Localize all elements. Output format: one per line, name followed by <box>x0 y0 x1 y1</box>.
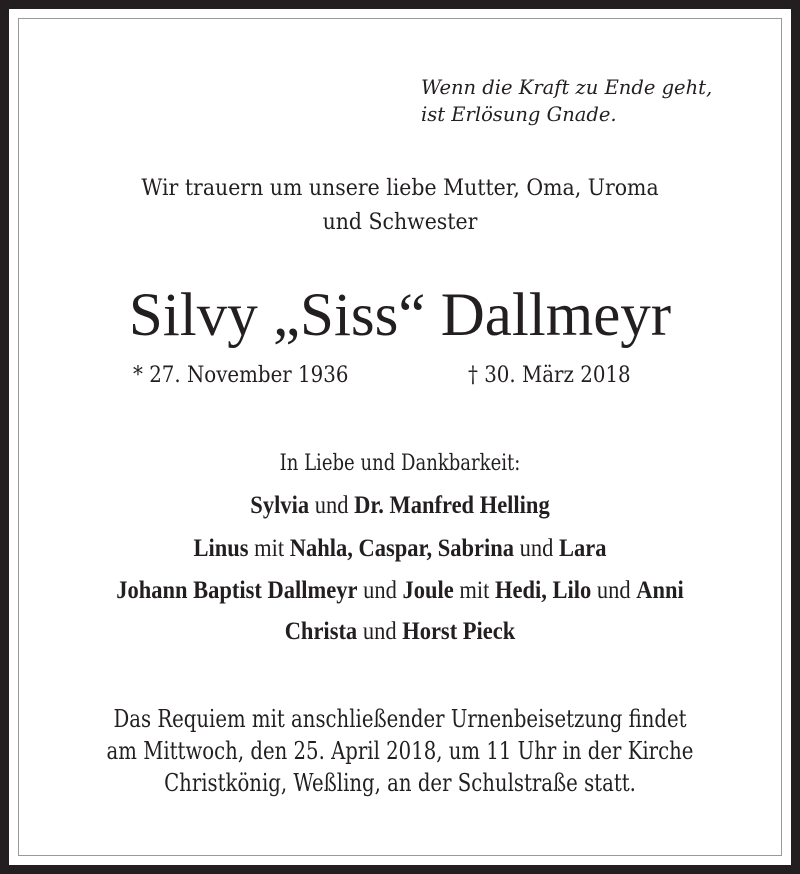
intro-text <box>28 172 772 240</box>
family-line <box>40 573 760 609</box>
family-member-name: Horst Pieck <box>402 618 516 645</box>
family-connector: mit <box>453 577 495 604</box>
family-connector: und <box>514 535 560 562</box>
service-line-2: am Mittwoch, den 25. April 2018, um 11 Uhr in der Kirche <box>106 737 694 765</box>
family-connector: und <box>591 577 637 604</box>
family-connector: und <box>357 618 403 645</box>
family-connector: und <box>357 577 403 604</box>
intro-line-2: und Schwester <box>322 210 478 235</box>
family-connector: und <box>309 492 355 519</box>
family-member-name: Linus <box>193 535 249 562</box>
family-member-name: Nahla, Caspar, Sabrina <box>289 535 515 562</box>
family-member-name: Joule <box>402 577 454 604</box>
family-member-name: Christa <box>284 618 358 645</box>
family-connector: mit <box>248 535 290 562</box>
motto-quote <box>421 74 712 128</box>
family-member-name: Hedi, Lilo <box>494 577 592 604</box>
thanks-heading: In Liebe und Dankbarkeit: <box>279 451 521 476</box>
family-member-name: Lara <box>559 535 607 562</box>
family-line <box>40 488 760 524</box>
family-line <box>40 531 760 567</box>
family-member-name: Johann Baptist Dallmeyr <box>116 577 358 604</box>
service-announcement <box>72 703 728 799</box>
family-line <box>40 614 760 650</box>
service-line-3: Christkönig, Weßling, an der Schulstraße statt. <box>164 769 636 797</box>
family-member-name: Dr. Manfred Helling <box>354 492 550 519</box>
family-member-name: Anni <box>636 577 684 604</box>
service-line-1: Das Requiem mit anschließender Urnenbeisetzung findet <box>113 705 687 733</box>
motto-line-2: ist Erlösung Gnade. <box>421 103 617 126</box>
family-member-name: Sylvia <box>250 492 310 519</box>
death-date: † 30. März 2018 <box>468 363 631 388</box>
motto-line-1: Wenn die Kraft zu Ende geht, <box>421 76 713 99</box>
birth-date: * 27. November 1936 <box>133 363 349 388</box>
deceased-name: Silvy „Siss“ Dallmeyr <box>128 282 672 349</box>
intro-line-1: Wir trauern um unsere liebe Mutter, Oma, Uroma <box>141 176 659 201</box>
